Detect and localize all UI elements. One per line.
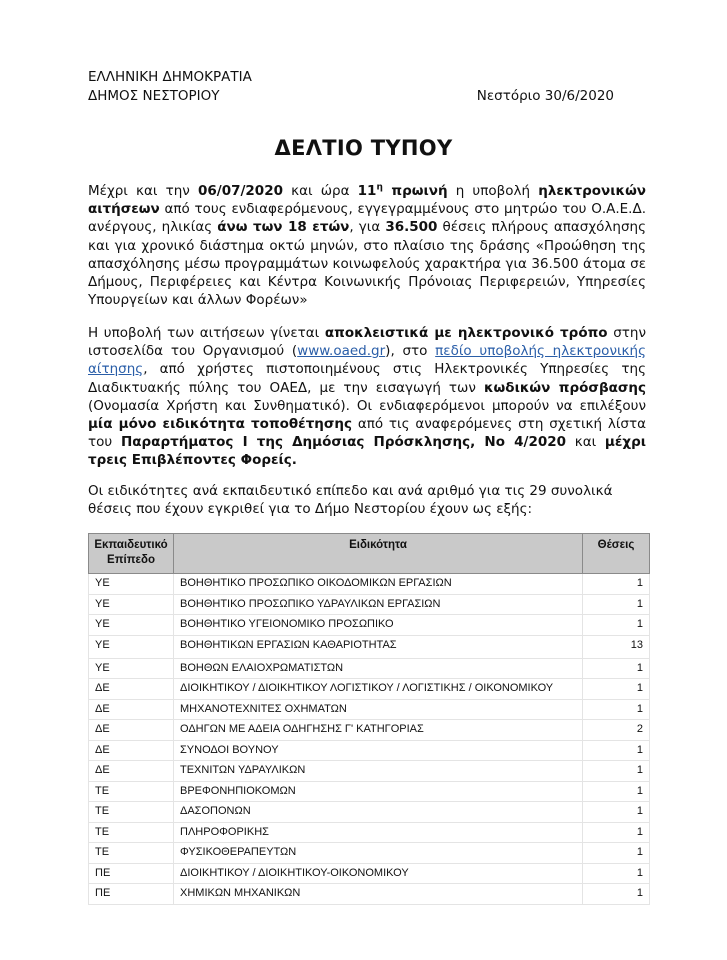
cell-level: ΤΕ xyxy=(89,822,174,843)
table-row xyxy=(89,884,650,905)
table-row xyxy=(89,699,650,720)
table-row xyxy=(89,720,650,741)
cell-positions: 1 xyxy=(583,699,650,720)
issuer-block xyxy=(88,68,252,106)
cell-positions: 1 xyxy=(583,822,650,843)
cell-positions: 1 xyxy=(583,658,650,679)
cell-positions: 1 xyxy=(583,574,650,595)
cell-specialty: ΦΥΣΙΚΟΘΕΡΑΠΕΥΤΩΝ xyxy=(174,843,583,864)
positions-table xyxy=(88,533,650,905)
paragraph-deadline: Μέχρι και την 06/07/2020 και ώρα $11^\eta$ πρωινή η υποβολή ηλεκτρονικών αιτήσεων από τους ενδιαφερόμενους, εγγεγραμμένους στο μητρώο του Ο.Α.Ε.Δ. ανέργους, ηλικίας άνω των 18 ετών, για 36.500 θέσεις πλήρους απασχόλησης και για χρονικό διάστημα οκτώ μηνών, στο πλαίσιο της δράσης «Προώθηση της απασχόλησης μέσω προγραμμάτων κοινωφελούς χαρακτήρα για 36.500 άτομα σε Δήμους, Περιφέρειες και Κέντρα Κοινωνικής Πρόνοιας Περιφερειών, Υπηρεσίες Υπουργείων και άλλων Φορέων» xyxy=(88,182,646,309)
application-form-link[interactable]: πεδίο υποβολής ηλεκτρονικής αίτησης xyxy=(88,343,646,378)
cell-specialty: ΠΛΗΡΟΦΟΡΙΚΗΣ xyxy=(174,822,583,843)
column-header-positions: Θέσεις xyxy=(583,534,650,574)
cell-positions: 1 xyxy=(583,615,650,636)
table-row xyxy=(89,594,650,615)
cell-level: ΔΕ xyxy=(89,699,174,720)
table-row xyxy=(89,781,650,802)
cell-positions: 1 xyxy=(583,761,650,782)
paragraph-table-intro: Οι ειδικότητες ανά εκπαιδευτικό επίπεδο και ανά αριθμό για τις 29 συνολικά θέσεις που έχουν εγκριθεί για το Δήμο Νεστορίου έχουν ως εξής: xyxy=(88,483,613,518)
cell-level: ΤΕ xyxy=(89,802,174,823)
cell-specialty: ΒΡΕΦΟΝΗΠΙΟΚΟΜΩΝ xyxy=(174,781,583,802)
cell-level: ΥΕ xyxy=(89,594,174,615)
cell-specialty: ΒΟΗΘΗΤΙΚΟ ΠΡΟΣΩΠΙΚΟ ΟΙΚΟΔΟΜΙΚΩΝ ΕΡΓΑΣΙΩΝ xyxy=(174,574,583,595)
cell-level: ΥΕ xyxy=(89,658,174,679)
table-row xyxy=(89,822,650,843)
cell-level: ΔΕ xyxy=(89,740,174,761)
cell-level: ΠΕ xyxy=(89,884,174,905)
table-row xyxy=(89,761,650,782)
cell-positions: 1 xyxy=(583,594,650,615)
cell-level: ΔΕ xyxy=(89,679,174,700)
cell-level: ΥΕ xyxy=(89,635,174,658)
table-header-row xyxy=(89,534,650,574)
table-row xyxy=(89,679,650,700)
cell-specialty: ΔΙΟΙΚΗΤΙΚΟΥ / ΔΙΟΙΚΗΤΙΚΟΥ ΛΟΓΙΣΤΙΚΟΥ / ΛΟΓΙΣΤΙΚΗΣ / ΟΙΚΟΝΟΜΙΚΟΥ xyxy=(174,679,583,700)
cell-level: ΠΕ xyxy=(89,863,174,884)
cell-specialty: ΒΟΗΘΩΝ ΕΛΑΙΟΧΡΩΜΑΤΙΣΤΩΝ xyxy=(174,658,583,679)
table-row xyxy=(89,574,650,595)
cell-specialty: ΧΗΜΙΚΩΝ ΜΗΧΑΝΙΚΩΝ xyxy=(174,884,583,905)
table-row xyxy=(89,615,650,636)
cell-positions: 1 xyxy=(583,679,650,700)
cell-specialty: ΔΑΣΟΠΟΝΩΝ xyxy=(174,802,583,823)
cell-positions: 13 xyxy=(583,635,650,658)
table-row xyxy=(89,635,650,658)
cell-level: ΔΕ xyxy=(89,720,174,741)
column-header-specialty: Ειδικότητα xyxy=(174,534,583,574)
column-header-level: Εκπαιδευτικό Επίπεδο xyxy=(89,534,174,574)
cell-specialty: ΒΟΗΘΗΤΙΚΟ ΠΡΟΣΩΠΙΚΟ ΥΔΡΑΥΛΙΚΩΝ ΕΡΓΑΣΙΩΝ xyxy=(174,594,583,615)
oaed-website-link[interactable]: www.oaed.gr xyxy=(297,343,386,360)
cell-specialty: ΜΗΧΑΝΟΤΕΧΝΙΤΕΣ ΟΧΗΜΑΤΩΝ xyxy=(174,699,583,720)
table-row xyxy=(89,843,650,864)
cell-specialty: ΒΟΗΘΗΤΙΚΩΝ ΕΡΓΑΣΙΩΝ ΚΑΘΑΡΙΟΤΗΤΑΣ xyxy=(174,635,583,658)
country-name: ΕΛΛΗΝΙΚΗ ΔΗΜΟΚΡΑΤΙΑ xyxy=(88,69,252,85)
cell-positions: 1 xyxy=(583,740,650,761)
cell-positions: 1 xyxy=(583,863,650,884)
cell-level: ΤΕ xyxy=(89,781,174,802)
cell-specialty: ΒΟΗΘΗΤΙΚΟ ΥΓΕΙΟΝΟΜΙΚΟ ΠΡΟΣΩΠΙΚΟ xyxy=(174,615,583,636)
cell-level: ΥΕ xyxy=(89,615,174,636)
cell-level: ΔΕ xyxy=(89,761,174,782)
cell-positions: 1 xyxy=(583,802,650,823)
document-title: ΔΕΛΤΙΟ ΤΥΠΟΥ xyxy=(274,136,453,160)
cell-positions: 1 xyxy=(583,843,650,864)
table-row xyxy=(89,863,650,884)
cell-positions: 2 xyxy=(583,720,650,741)
cell-level: ΤΕ xyxy=(89,843,174,864)
table-row xyxy=(89,740,650,761)
cell-positions: 1 xyxy=(583,884,650,905)
paragraph-submission: Η υποβολή των αιτήσεων γίνεται αποκλειστικά με ηλεκτρονικό τρόπο στην ιστοσελίδα του Οργανισμού (www.oaed.gr), στο πεδίο υποβολής ηλεκτρονικής αίτησης, από χρήστες πιστοποιημένους στις Ηλεκτρονικές Υπηρεσίες της Διαδικτυακής πύλης του ΟΑΕΔ, με την εισαγωγή των κωδικών πρόσβασης (Ονομασία Χρήστη και Συνθηματικό). Οι ενδιαφερόμενοι μπορούν να επιλέξουν μία μόνο ειδικότητα τοποθέτησης από τις αναφερόμενες στη σχετική λίστα του Παραρτήματος Ι της Δημόσιας Πρόσκλησης, Νο 4/2020 και μέχρι τρεις Επιβλέποντες Φορείς. xyxy=(88,325,647,469)
table-row xyxy=(89,658,650,679)
place-date: Νεστόριο 30/6/2020 xyxy=(476,88,614,104)
cell-specialty: ΔΙΟΙΚΗΤΙΚΟΥ / ΔΙΟΙΚΗΤΙΚΟΥ-ΟΙΚΟΝΟΜΙΚΟΥ xyxy=(174,863,583,884)
cell-level: ΥΕ xyxy=(89,574,174,595)
table-row xyxy=(89,802,650,823)
cell-specialty: ΣΥΝΟΔΟΙ ΒΟΥΝΟΥ xyxy=(174,740,583,761)
municipality-name: ΔΗΜΟΣ ΝΕΣΤΟΡΙΟΥ xyxy=(88,88,220,104)
cell-specialty: ΟΔΗΓΩΝ ΜΕ ΑΔΕΙΑ ΟΔΗΓΗΣΗΣ Γ' ΚΑΤΗΓΟΡΙΑΣ xyxy=(174,720,583,741)
cell-positions: 1 xyxy=(583,781,650,802)
cell-specialty: ΤΕΧΝΙΤΩΝ ΥΔΡΑΥΛΙΚΩΝ xyxy=(174,761,583,782)
